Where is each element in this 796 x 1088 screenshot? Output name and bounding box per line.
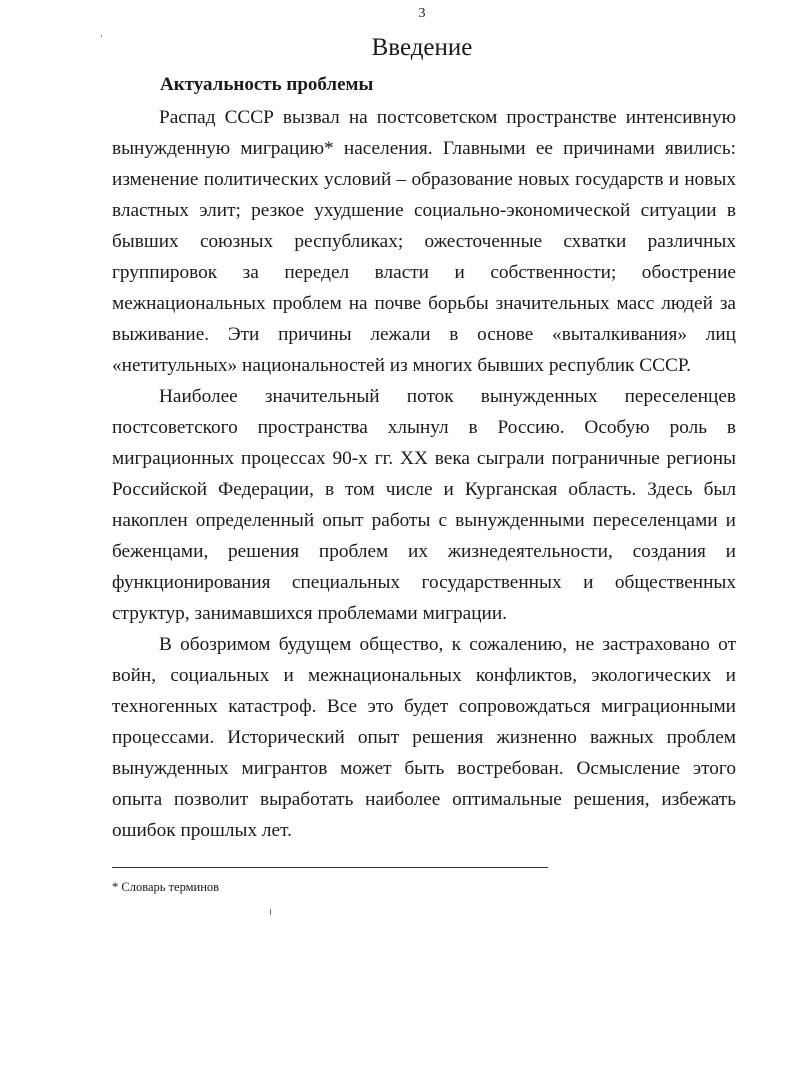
scan-speck: [270, 909, 271, 915]
page-title: Введение: [371, 34, 473, 61]
body-text: [112, 102, 736, 846]
footnote-divider: [112, 867, 548, 868]
paragraph-1: Распад СССР вызвал на постсоветском пространстве интенсивную вынужденную миграцию* населения. Главными ее причинами явились: изменение политических условий – образование новых государств и новых властных элит; резкое ухудшение социально-экономической ситуации в бывших союзных республиках; ожесточенные схватки различных группировок за передел власти и собственности; обострение межнациональных проблем на почве борьбы значительных масс людей за выживание. Эти причины лежали в основе «выталкивания» лиц «нетитульных» национальностей из многих бывших республик СССР.: [112, 107, 736, 376]
scan-speck: [101, 35, 102, 37]
page-number: 3: [418, 6, 426, 21]
footnote: * Словарь терминов: [112, 880, 220, 894]
paragraph-3: В обозримом будущем общество, к сожалению, не застраховано от войн, социальных и межнациональных конфликтов, экологических и техногенных катастроф. Все это будет сопровождаться миграционными процессами. Исторический опыт решения жизненно важных проблем вынужденных мигрантов может быть востребован. Осмысление этого опыта позволит выработать наиболее оптимальные решения, избежать ошибок прошлых лет.: [112, 634, 736, 841]
paragraph-2: Наиболее значительный поток вынужденных переселенцев постсоветского пространства хлынул в Россию. Особую роль в миграционных процессах 90-х гг. XX века сыграли пограничные регионы Российской Федерации, в том числе и Курганская область. Здесь был накоплен определенный опыт работы с вынужденными переселенцами и беженцами, решения проблем их жизнедеятельности, создания и функционирования специальных государственных и общественных структур, занимавшихся проблемами миграции.: [112, 386, 736, 624]
section-heading: Актуальность проблемы: [160, 74, 374, 95]
